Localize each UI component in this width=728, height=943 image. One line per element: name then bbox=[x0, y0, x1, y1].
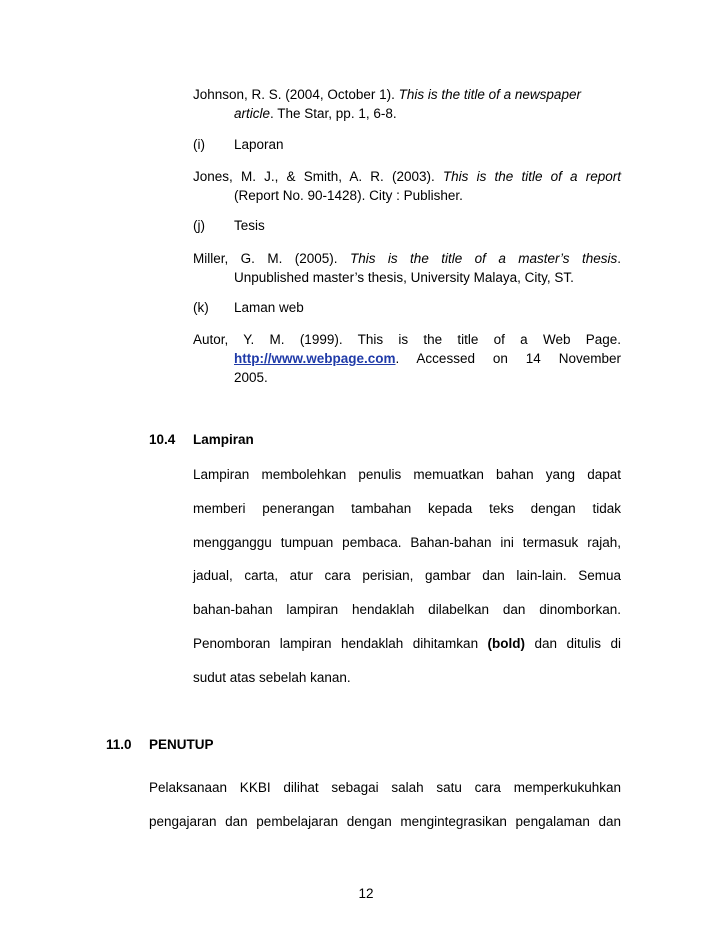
subheading-tesis bbox=[193, 216, 393, 235]
section-paragraph bbox=[149, 771, 621, 839]
webpage-link[interactable]: http://www.webpage.com bbox=[234, 351, 396, 366]
reference-text: Jones, M. J., & Smith, A. R. (2003). bbox=[193, 169, 443, 184]
section-paragraph bbox=[193, 458, 621, 695]
paragraph-text: Penomboran lampiran hendaklah dihitamkan bbox=[193, 635, 488, 651]
reference-report bbox=[193, 167, 621, 205]
reference-title: This is the title of a newspaper bbox=[398, 87, 581, 102]
reference-line: (Report No. 90-1428). City : Publisher. bbox=[234, 188, 463, 203]
paragraph-line: mengganggu tumpuan pembaca. Bahan-bahan ini termasuk rajah, bbox=[193, 534, 621, 550]
reference-title: article bbox=[234, 106, 271, 121]
section-number: 10.4 bbox=[149, 432, 176, 447]
subheading-laporan bbox=[193, 135, 393, 154]
item-label: Laporan bbox=[234, 137, 284, 152]
reference-title: This is the title of a master’s thesis bbox=[349, 251, 618, 266]
reference-text: Johnson, R. S. (2004, October 1). bbox=[193, 87, 399, 102]
reference-line bbox=[193, 104, 621, 123]
page-number: 12 bbox=[358, 886, 374, 901]
reference-line: Autor, Y. M. (1999). This is the title of a Web Page. bbox=[193, 332, 621, 347]
reference-text: . The Star, pp. 1, 6-8. bbox=[270, 106, 397, 121]
reference-web bbox=[193, 330, 621, 387]
item-number: (k) bbox=[193, 300, 209, 315]
paragraph-line bbox=[193, 627, 621, 661]
paragraph-line: sudut atas sebelah kanan. bbox=[193, 669, 351, 685]
reference-title: This is the title of a report bbox=[442, 169, 621, 184]
item-label: Laman web bbox=[234, 300, 304, 315]
reference-line bbox=[193, 85, 621, 104]
reference-line: Unpublished master’s thesis, University Malaya, City, ST. bbox=[234, 270, 574, 285]
bold-term: (bold) bbox=[487, 635, 526, 651]
reference-text: . Accessed on 14 November bbox=[395, 351, 621, 366]
paragraph-line: pengajaran dan pembelajaran dengan mengintegrasikan pengalaman dan bbox=[149, 813, 621, 829]
paragraph-line: Pelaksanaan KKBI dilihat sebagai salah satu cara memperkukuhkan bbox=[149, 780, 621, 795]
section-title: PENUTUP bbox=[149, 737, 214, 752]
section-title: Lampiran bbox=[193, 432, 254, 447]
paragraph-line: memberi penerangan tambahan kepada teks dengan tidak bbox=[193, 500, 621, 516]
subheading-laman-web bbox=[193, 298, 393, 317]
reference-text: Miller, G. M. (2005). bbox=[193, 251, 350, 266]
reference-line bbox=[193, 349, 621, 368]
reference-line bbox=[193, 249, 621, 268]
item-label: Tesis bbox=[234, 218, 265, 233]
paragraph-text: dan ditulis di bbox=[525, 635, 621, 651]
reference-text: . bbox=[617, 251, 621, 266]
paragraph-line: bahan-bahan lampiran hendaklah dilabelkan dan dinomborkan. bbox=[193, 602, 621, 618]
reference-thesis bbox=[193, 249, 621, 287]
reference-line: 2005. bbox=[234, 370, 268, 385]
section-number: 11.0 bbox=[106, 737, 132, 752]
paragraph-line: Lampiran membolehkan penulis memuatkan bahan yang dapat bbox=[193, 467, 621, 482]
reference-newspaper bbox=[193, 85, 621, 123]
item-number: (i) bbox=[193, 137, 205, 152]
reference-line bbox=[193, 167, 621, 186]
item-number: (j) bbox=[193, 218, 205, 233]
paragraph-line: jadual, carta, atur cara perisian, gambar dan lain-lain. Semua bbox=[193, 568, 621, 584]
